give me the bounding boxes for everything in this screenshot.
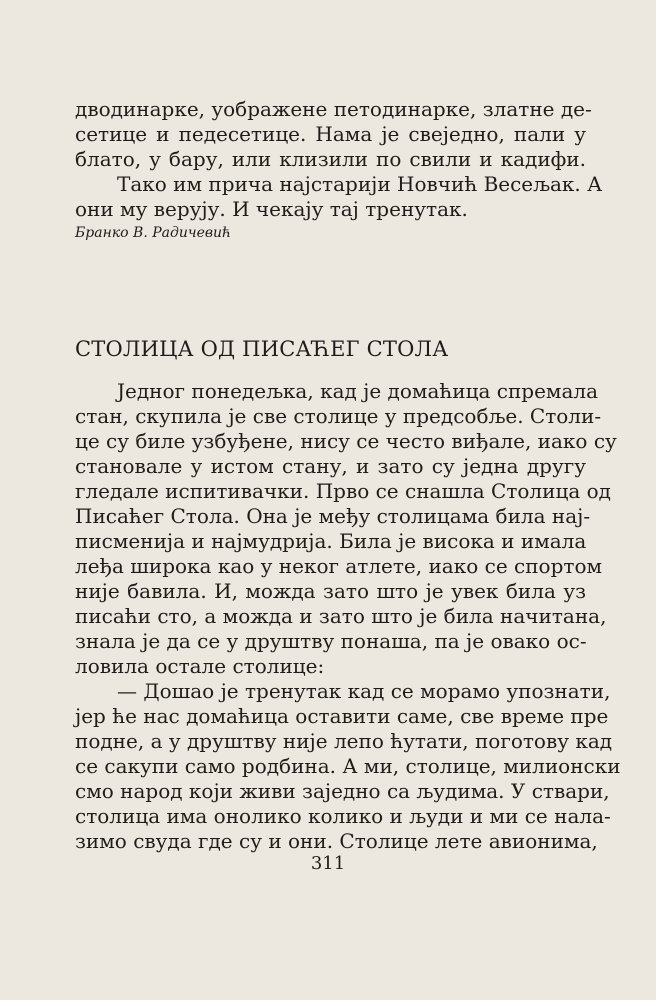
- text-line: није бавила. И, можда зато што је увек била уз: [75, 579, 586, 603]
- text-line: се сакупи само родбина. А ми, столице, милионски: [75, 754, 621, 778]
- text-line: ловила остале столице:: [75, 654, 325, 678]
- text-line: це су биле узбуђене, нису се често виђале, иако су: [75, 429, 617, 453]
- text-line: — Дошао је тренутак кад се морамо упознати,: [117, 679, 611, 703]
- text-line: знала је да се у друштву понаша, па је овако ос-: [75, 629, 587, 653]
- text-line: подне, а у друштву није лепо ћутати, поготову кад: [75, 729, 613, 753]
- section-heading: СТОЛИЦА ОД ПИСАЋЕГ СТОЛА: [75, 337, 449, 361]
- text-line: стан, скупила је све столице у предсобље. Столи-: [75, 404, 602, 428]
- text-line: становале у истом стану, и зато су једна другу: [75, 454, 586, 478]
- text-line: блато, у бару, или клизили по свили и кадифи.: [75, 147, 586, 171]
- text-line: зимо свуда где су и они. Столице лете авионима,: [75, 829, 598, 853]
- text-line: они му верују. И чекају тај тренутак.: [75, 197, 468, 221]
- author-signature: Бранко В. Радичевић: [75, 225, 232, 241]
- text-line: писаћи сто, а можда и зато што је била начитана,: [75, 604, 607, 628]
- text-line: леђа широка као у неког атлете, иако се спортом: [75, 554, 603, 578]
- text-line: Писаћег Стола. Она је међу столицама била нај-: [75, 504, 591, 528]
- text-line: дводинарке, уображене петодинарке, златне де-: [75, 97, 592, 121]
- text-line: гледале испитивачки. Прво се снашла Столица од: [75, 479, 611, 503]
- page-number: 311: [310, 853, 346, 874]
- text-line: столица има онолико колико и људи и ми се нала-: [75, 804, 611, 828]
- text-line: Тако им прича најстарији Новчић Весељак. А: [117, 172, 603, 196]
- text-line: Једног понедељка, кад је домаћица спремала: [117, 379, 599, 403]
- text-line: писменија и најмудрија. Била је висока и имала: [75, 529, 587, 553]
- text-line: смо народ који живи заједно са људима. У ствари,: [75, 779, 610, 803]
- text-line: јер ће нас домаћица оставити саме, све време пре: [75, 704, 609, 728]
- text-line: сетице и педесетице. Нама је свеједно, пали у: [75, 122, 586, 146]
